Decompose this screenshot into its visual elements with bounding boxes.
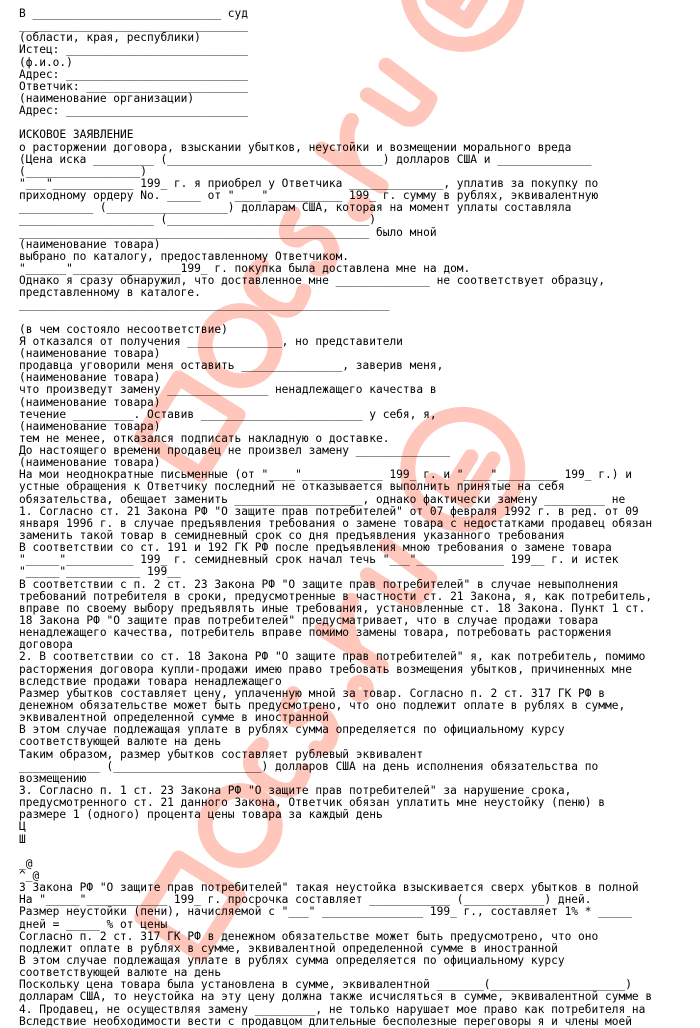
document-line: Адрес: ___________________________ xyxy=(19,67,249,81)
document-line: Размер убытков составляет цену, уплаченную мной за товар. Согласно п. 2 ст. 317 ГК РФ в xyxy=(19,686,605,700)
document-line: На "_____"____________ 199_ г. просрочка составляет ____________ (____________) дней. xyxy=(19,893,592,907)
document-line: ИСКОВОЕ ЗАЯВЛЕНИЕ xyxy=(19,128,134,142)
document-line: В этом случае подлежащая уплате в рублях сумма определяется по официальному курсу xyxy=(19,953,565,967)
document-line: Ответчик: ________________________ xyxy=(19,79,249,93)
document-line: устные обращения к Ответчику последний не отказывается выполнить принятые на себя xyxy=(19,480,565,494)
document-line: ^_@ xyxy=(19,868,40,882)
document-line: Вследствие необходимости вести с продавцом длительные бесполезные переговоры я и члены моей xyxy=(19,1014,632,1028)
document-line: продавца уговорили меня оставить _______________, заверив меня, xyxy=(19,359,444,373)
document-body xyxy=(19,8,684,1028)
document-line: (ф.и.о.) xyxy=(19,55,73,69)
document-line: ___________ (__________________) долларам США, которая на момент уплаты составляла xyxy=(19,201,572,215)
document-line: В ____________________________ суд xyxy=(19,7,249,20)
document-line: что произведут замену _______________ ненадлежащего качества в xyxy=(19,383,437,397)
document-line: _@ xyxy=(19,856,33,870)
document-line: __________________________________ xyxy=(19,19,249,33)
document-line: Однако я сразу обнаружил, что доставленное мне ______________ не соответствует образцу, xyxy=(19,274,605,288)
document-line: "_____"___________ 199__ xyxy=(19,565,181,579)
document-line: ____________________ (______________________________) xyxy=(19,213,376,227)
document-line: 18 Закона РФ "О защите прав потребителей" предусматривает, что в случае продажи товара xyxy=(19,614,599,628)
document-line: представленному в каталоге. xyxy=(19,286,201,300)
document-line: течение _________. Оставив ________________________ у себя, я, xyxy=(19,407,437,421)
document-line: "______"________________199_ г. покупка была доставлена мне на дом. xyxy=(19,261,471,275)
document-line: размере 1 (одного) процента цены товара за каждый день xyxy=(19,808,383,822)
document-line: января 1996 г. в случае предъявления требования о замене товара с недостатками продавец обязан xyxy=(19,516,653,530)
document-line: долларам США, то неустойка на эту цену должна также исчисляться в сумме, эквивалентной сумме в xyxy=(19,990,653,1004)
document-line: Поскольку цена товара была установлена в сумме, эквивалентной _______(____________________) xyxy=(19,978,632,992)
document-line: заменить такой товар в семидневный срок со дня предъявления указанного требования xyxy=(19,529,565,543)
document-line: 4. Продавец, не осуществляя замену _________, не только нарушает мое право как потребителя на xyxy=(19,1002,646,1016)
document-line: 3. Согласно п. 1 ст. 23 Закона РФ "О защите прав потребителей" за нарушение срока, xyxy=(19,784,572,797)
document-line: (области, края, республики) xyxy=(19,31,201,45)
document-line: денежном обязательстве может быть предусмотрено, что оно подлежит оплате в рублях в сумме, xyxy=(19,699,626,713)
document-line: (в чем состояло несоответствие) xyxy=(19,322,228,336)
document-line: Адрес: ___________________________ xyxy=(19,104,249,118)
document-line: "___"____________ 199_ г. я приобрел у Ответчика ______________, уплатив за покупку по xyxy=(19,176,599,190)
document-line: (наименование товара) xyxy=(19,395,161,409)
document-line: (наименование товара) xyxy=(19,419,161,433)
document-line: предусмотренного ст. 21 данного Закона, Ответчик обязан уплатить мне неустойку (пеню) в xyxy=(19,796,605,810)
document-line: дней = _____ % от цены xyxy=(19,917,168,931)
document-line: требований потребителя в сроки, предусмотренные в частности ст. 21 Закона, я, как потребитель, xyxy=(19,589,653,603)
document-line: (наименование товара) xyxy=(19,346,161,360)
document-line: (_________________) xyxy=(19,164,147,178)
document-line: обязательства, обещает заменить ___________________, однако фактически замену _________ не xyxy=(19,492,626,506)
document-line: _______________________________________________________ xyxy=(19,298,390,312)
document-line: Ш xyxy=(19,832,26,846)
document-line: 1. Согласно ст. 21 Закона РФ "О защите прав потребителей" от 07 февраля 1992 г. в ред. от 09 xyxy=(19,504,639,518)
document-line: договора xyxy=(19,638,73,652)
document-line: Размер неустойки (пени), начисляемой с "___" _______________ 199_ г., составляет 1% * _____ xyxy=(19,905,632,919)
document-line: возмещению xyxy=(19,771,87,785)
document-line: Согласно п. 2 ст. 317 ГК РФ в денежном обязательстве может быть предусмотрено, что оно xyxy=(19,929,599,943)
document-line: расторжения договора купли-продажи имею право требовать возмещения убытков, причиненных мне xyxy=(19,662,632,676)
document-line xyxy=(19,312,684,324)
document-line: Таким образом, размер убытков составляет рублевый эквивалент xyxy=(19,747,424,761)
document-line: (наименование товара) xyxy=(19,371,161,385)
document-line: На мои неоднократные письменные (от "____"____________ 199_ г. и "____"_________ 199_ г.) и xyxy=(19,468,632,482)
document-line: В этом случае подлежащая уплате в рублях сумма определяется по официальному курсу xyxy=(19,723,565,737)
document-line: тем не менее, отказался подписать накладную о доставке. xyxy=(19,431,390,445)
document-line: (наименование организации) xyxy=(19,91,195,105)
document-line: До настоящего времени продавец не произвел замену ______________ xyxy=(19,444,451,458)
document-line: эквивалентной определенной сумме в иностранной xyxy=(19,711,329,725)
document-line: ____________________________________________________ было мной xyxy=(19,225,437,239)
document-line: (наименование товара) xyxy=(19,456,161,470)
document-line: соответствующей валюте на день xyxy=(19,966,222,980)
document-line xyxy=(19,846,684,858)
document-line: (наименование товара) xyxy=(19,237,161,251)
document-line: Я отказался от получения ______________, но представители xyxy=(19,334,403,348)
document-line: выбрано по каталогу, предоставленному Ответчиком. xyxy=(19,249,350,263)
document-line: о расторжении договора, взыскании убытков, неустойки и возмещении морального вреда xyxy=(19,140,572,154)
document-line: соответствующей валюте на день xyxy=(19,735,222,749)
document-line: подлежит оплате в рублях в сумме, эквивалентной определенной сумме в иностранной xyxy=(19,941,558,955)
document-line: ненадлежащего качества, потребитель вправе помимо замены товара, потребовать расторжения xyxy=(19,626,612,640)
document-line: вправе по своему выбору предъявлять иные требования, установленные ст. 18 Закона. Пункт 1 ст. xyxy=(19,601,646,615)
document-line: (Цена иска _________ (________________________________) долларов США и ______________ xyxy=(19,152,592,166)
document-line: приходному ордеру No. _____ от "____"___________ 199_ г. сумму в рублях, эквивалентную xyxy=(19,189,599,203)
document-line: Ц xyxy=(19,820,26,834)
document-line: "_____"__________ 199_ г. семидневный срок начал течь "___"_____________ 199__ г. и истек xyxy=(19,553,619,567)
document-line: 2. В соответствии со ст. 18 Закона РФ "О защите прав потребителей" я, как потребитель, помимо xyxy=(19,650,646,664)
document-line: вследствие продажи товара ненадлежащего xyxy=(19,674,282,688)
document-line: 3 Закона РФ "О защите прав потребителей" такая неустойка взыскивается сверх убытков в полной xyxy=(19,881,639,895)
document-line: В соответствии со ст. 191 и 192 ГК РФ после предъявления мною требования о замене товара xyxy=(19,541,612,555)
document-line: В соответствии с п. 2 ст. 23 Закона РФ "О защите прав потребителей" в случае невыполнения xyxy=(19,577,619,591)
document-line: Истец: ___________________________ xyxy=(19,43,249,57)
document-line: ____________ (______________________) долларов США на день исполнения обязательства по xyxy=(19,759,599,773)
